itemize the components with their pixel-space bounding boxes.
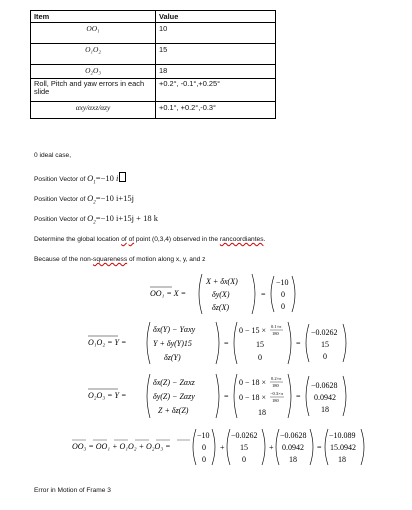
matrix-cell: δy(X) — [212, 290, 230, 299]
text-span: . — [263, 236, 266, 243]
svg-text:+: + — [220, 443, 225, 452]
matrix-cell: −10.089 — [329, 431, 356, 440]
pv-unit: i — [116, 173, 119, 183]
matrix-cell: δx(Z) − Zαxz — [153, 378, 195, 387]
matrix-cell: 15 — [240, 443, 248, 452]
cell-item: O₂O₃ — [31, 65, 156, 79]
equation-oo1 — [150, 270, 310, 318]
text-span: Because of the non- — [34, 256, 94, 263]
matrix-cell: 0.0942 — [282, 443, 304, 452]
matrix-cell: −0.0262 — [311, 328, 338, 337]
position-vector-o2 — [34, 193, 134, 206]
table-row — [31, 102, 276, 119]
svg-text:+: + — [269, 443, 274, 452]
matrix-cell: 0 — [242, 455, 246, 464]
table-row — [31, 79, 276, 102]
footer-heading: Error in Motion of Frame 3 — [34, 487, 111, 494]
paren-right — [212, 429, 215, 465]
fraction-denominator: 180 — [272, 331, 279, 336]
matrix-cell: 0 − 18 × — [239, 378, 267, 387]
equation-o2o3 — [88, 370, 368, 422]
matrix-cell: 0 — [323, 352, 327, 361]
paren-right — [361, 429, 364, 465]
matrix-cell: 18 — [258, 408, 266, 417]
equation-o1o2 — [88, 318, 368, 368]
matrix-cell: 0.0942 — [314, 393, 336, 402]
cell-item: OO₁ — [31, 23, 156, 44]
paren-right — [343, 376, 346, 416]
paren-left — [147, 374, 150, 418]
matrix-cell: 0 — [202, 443, 206, 452]
paren-left — [276, 429, 279, 465]
matrix-cell: δx(Y) − Yαxy — [153, 325, 196, 334]
matrix-cell: 18 — [321, 405, 329, 414]
matrix-cell: −0.0262 — [231, 431, 258, 440]
text-span: Determine the global location — [34, 236, 122, 243]
paren-left — [306, 376, 309, 416]
matrix-cell: 18 — [338, 455, 346, 464]
pv-symbol: $O_1$ — [87, 173, 96, 186]
svg-text:=: = — [261, 290, 266, 299]
cell-item: Roll, Pitch and yaw errors in each slide — [31, 79, 156, 102]
paren-left — [234, 374, 237, 418]
col-header-value: Value — [156, 11, 276, 23]
matrix-cell: 0 — [202, 455, 206, 464]
matrix-cell: δz(Y) — [164, 353, 181, 362]
fraction-numerator: 0.1×π — [271, 324, 282, 329]
paren-right — [288, 322, 291, 364]
table-header-row — [31, 11, 276, 23]
matrix-cell: Z + δz(Z) — [158, 406, 189, 415]
matrix-cell: 15 — [256, 340, 264, 349]
svg-text:=: = — [224, 339, 229, 348]
matrix-cell: −0.0628 — [280, 431, 307, 440]
position-vector-o1 — [34, 172, 126, 186]
svg-text:=: = — [296, 392, 301, 401]
matrix-cell: Y + δy(Y)15 — [153, 339, 192, 348]
paren-right — [343, 324, 346, 362]
table-row — [31, 44, 276, 65]
matrix-cell: 0 − 15 × — [239, 326, 267, 335]
ideal-case-line: 0 ideal case, — [34, 152, 72, 159]
fraction-numerator: 0.2×π — [271, 376, 282, 381]
cell-value: +0.2°, -0.1°,+0.25° — [156, 79, 276, 102]
pv-expression: =−10 i+15j — [95, 193, 135, 203]
paren-left — [227, 429, 230, 465]
equation-oo3-sum — [72, 426, 372, 468]
misspelled-word: squareness — [93, 256, 128, 263]
paren-right — [216, 374, 219, 418]
paren-right — [252, 274, 255, 314]
pv-label: Position Vector of — [34, 216, 88, 223]
cell-item: αxy/αxz/αzy — [31, 102, 156, 119]
text-span: point (0,3,4) observed in the — [134, 236, 220, 243]
matrix-cell: 15.0942 — [330, 443, 356, 452]
col-header-item: Item — [31, 11, 156, 23]
matrix-cell: 15 — [321, 340, 329, 349]
paren-right — [292, 276, 295, 312]
paren-left — [147, 322, 150, 364]
matrix-cell: δz(X) — [212, 303, 230, 312]
matrix-cell: 0 — [281, 290, 285, 299]
cell-value: +0.1°, +0.2°,-0.3° — [156, 102, 276, 119]
cell-item: O₁O₂ — [31, 44, 156, 65]
paren-right — [288, 374, 291, 418]
eq-lhs: OO₃ = OO₁ + O₁O₂ + O₂O₃ = — [72, 442, 171, 451]
misspelled-word: rancoordiantes — [219, 236, 264, 243]
text-span: of motion along x, y, and z — [127, 256, 206, 263]
matrix-cell: 0 — [281, 302, 285, 311]
cell-value: 10 — [156, 23, 276, 44]
paren-left — [306, 324, 309, 362]
table-row — [31, 65, 276, 79]
paren-right — [216, 322, 219, 364]
matrix-cell: 0 − 18 × — [239, 393, 267, 402]
pv-expression: =−10 — [95, 173, 117, 183]
matrix-cell: 18 — [289, 455, 297, 464]
matrix-cell: −10 — [276, 278, 289, 287]
svg-text:=: = — [224, 392, 229, 401]
eq-lhs: O₂O₃ = Y = — [88, 391, 127, 400]
svg-text:=: = — [317, 443, 322, 452]
matrix-cell: X + δx(X) — [206, 277, 238, 286]
eq-lhs: O₁O₂ = Y = — [88, 338, 127, 347]
pv-label: Position Vector of — [34, 176, 88, 183]
error-table — [30, 10, 276, 119]
pv-symbol: $O_2$ — [87, 193, 96, 206]
table-row — [31, 23, 276, 44]
pv-symbol: $O_2$ — [87, 213, 96, 226]
cell-value: 18 — [156, 65, 276, 79]
eq-lhs: OO₁ = X = — [150, 289, 187, 298]
pv-label: Position Vector of — [34, 196, 88, 203]
paren-right — [262, 429, 265, 465]
matrix-cell: −0.0628 — [311, 381, 338, 390]
text-cursor — [119, 172, 126, 182]
position-vector-o3 — [34, 213, 158, 226]
misspelled-word: of — [128, 236, 135, 243]
matrix-cell: −10 — [197, 431, 210, 440]
fraction-denominator: 180 — [272, 398, 279, 403]
paren-right — [310, 429, 313, 465]
paren-left — [271, 276, 274, 312]
paren-left — [199, 274, 202, 314]
svg-text:=: = — [296, 339, 301, 348]
pv-expression: =−10 i+15j + 18 k — [95, 213, 158, 223]
fraction-numerator: −0.3×π — [270, 391, 283, 396]
paren-left — [325, 429, 328, 465]
misspelled-word: of — [121, 236, 127, 243]
paren-left — [234, 322, 237, 364]
fraction-denominator: 180 — [272, 383, 279, 388]
determine-line — [34, 236, 265, 243]
paren-left — [193, 429, 196, 465]
because-line — [34, 256, 205, 263]
cell-value: 15 — [156, 44, 276, 65]
matrix-cell: δy(Z) − Zαzy — [153, 392, 195, 401]
matrix-cell: 0 — [258, 353, 262, 362]
